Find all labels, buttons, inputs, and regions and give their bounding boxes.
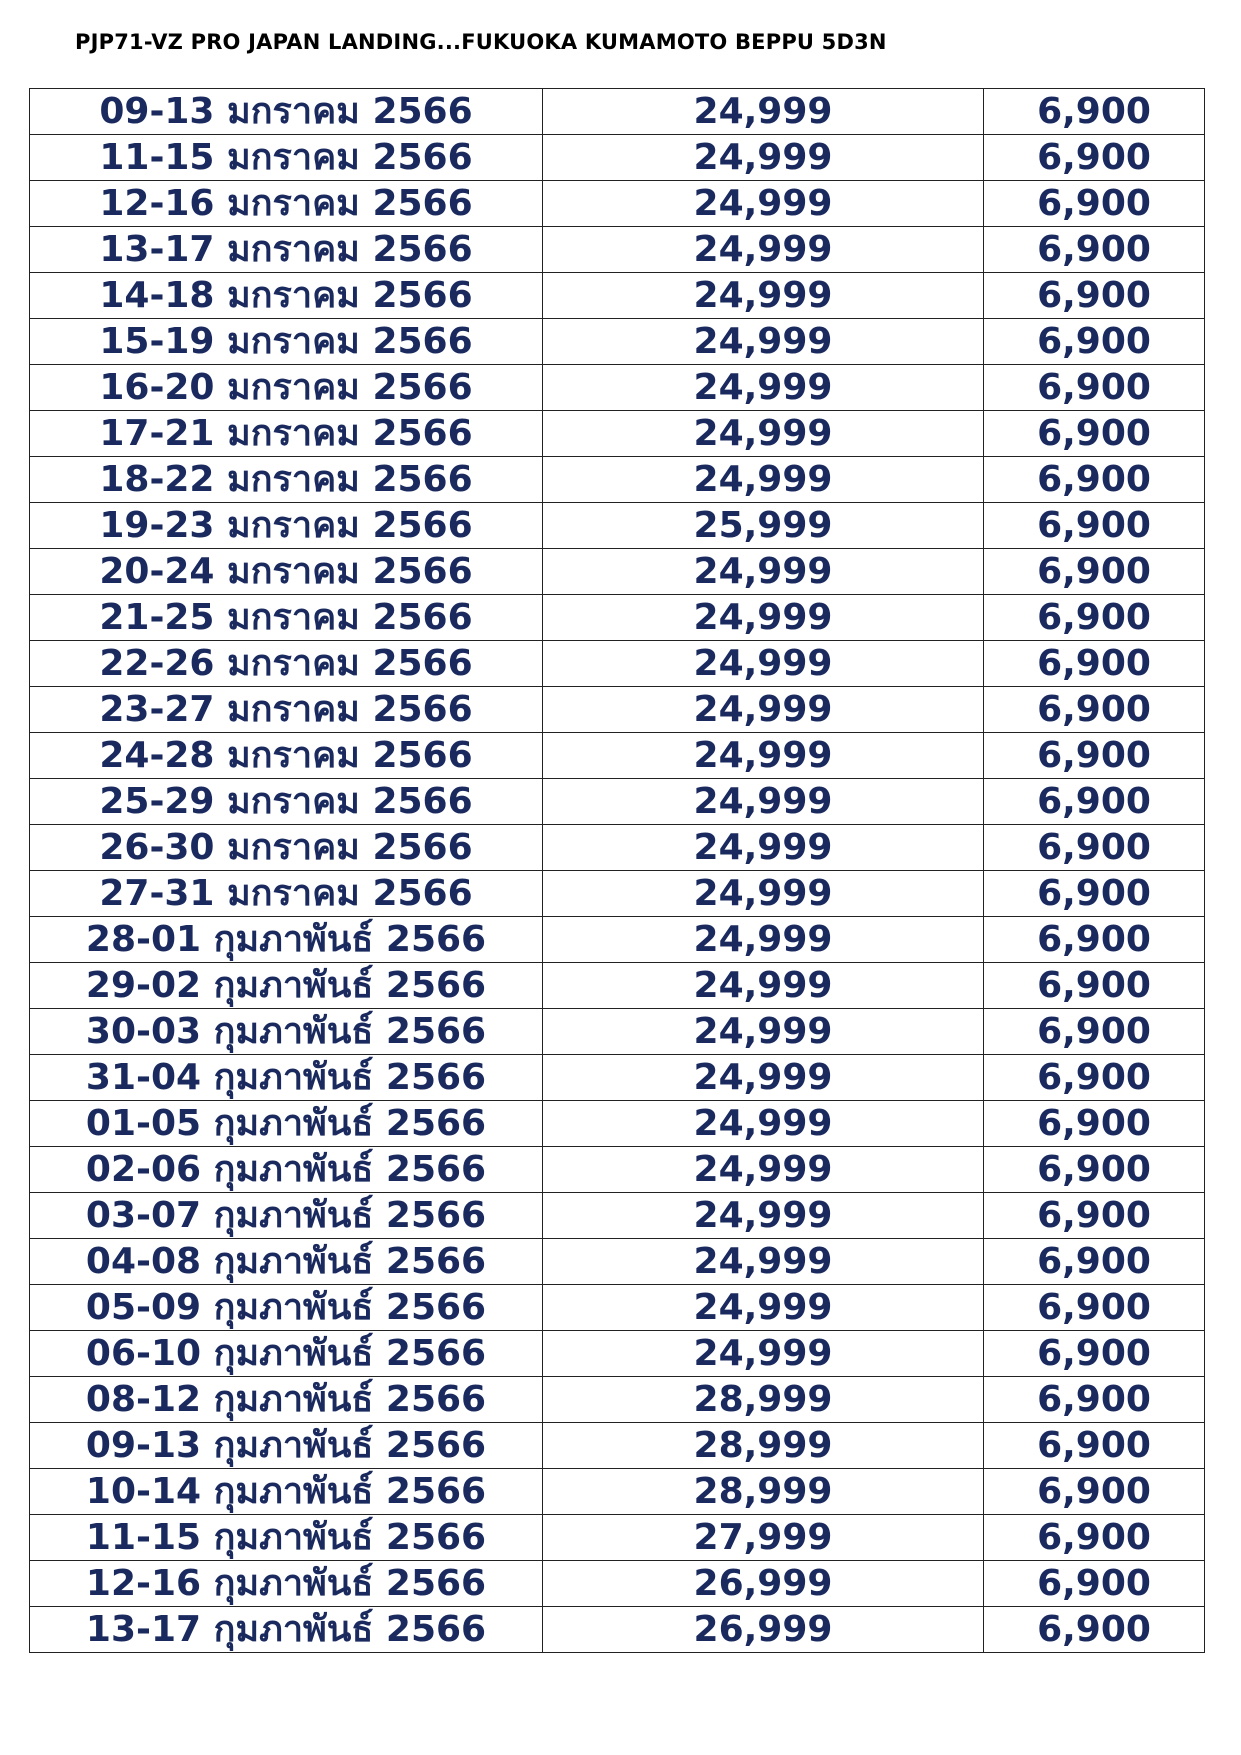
travel-date-cell: 11-15 มกราคม 2566	[30, 135, 543, 181]
travel-date-cell: 17-21 มกราคม 2566	[30, 411, 543, 457]
single-supplement-cell: 6,900	[984, 1377, 1205, 1423]
table-row	[30, 1607, 1205, 1653]
table-row	[30, 1377, 1205, 1423]
table-row	[30, 503, 1205, 549]
table-row	[30, 181, 1205, 227]
table-row	[30, 825, 1205, 871]
single-supplement-cell: 6,900	[984, 641, 1205, 687]
table-row	[30, 1561, 1205, 1607]
travel-date-cell: 08-12 กุมภาพันธ์ 2566	[30, 1377, 543, 1423]
price-cell: 24,999	[543, 1055, 984, 1101]
travel-date-cell: 12-16 มกราคม 2566	[30, 181, 543, 227]
single-supplement-cell: 6,900	[984, 273, 1205, 319]
table-row	[30, 1239, 1205, 1285]
single-supplement-cell: 6,900	[984, 1009, 1205, 1055]
table-row	[30, 1147, 1205, 1193]
price-cell: 24,999	[543, 319, 984, 365]
single-supplement-cell: 6,900	[984, 1331, 1205, 1377]
table-row	[30, 365, 1205, 411]
table-row	[30, 457, 1205, 503]
price-cell: 26,999	[543, 1607, 984, 1653]
travel-date-cell: 21-25 มกราคม 2566	[30, 595, 543, 641]
single-supplement-cell: 6,900	[984, 733, 1205, 779]
price-cell: 24,999	[543, 89, 984, 135]
table-row	[30, 1285, 1205, 1331]
table-row	[30, 963, 1205, 1009]
table-row	[30, 1193, 1205, 1239]
table-row	[30, 687, 1205, 733]
travel-date-cell: 12-16 กุมภาพันธ์ 2566	[30, 1561, 543, 1607]
table-row	[30, 779, 1205, 825]
price-cell: 24,999	[543, 227, 984, 273]
travel-date-cell: 01-05 กุมภาพันธ์ 2566	[30, 1101, 543, 1147]
travel-date-cell: 11-15 กุมภาพันธ์ 2566	[30, 1515, 543, 1561]
travel-date-cell: 06-10 กุมภาพันธ์ 2566	[30, 1331, 543, 1377]
single-supplement-cell: 6,900	[984, 917, 1205, 963]
price-cell: 25,999	[543, 503, 984, 549]
single-supplement-cell: 6,900	[984, 181, 1205, 227]
price-cell: 24,999	[543, 411, 984, 457]
single-supplement-cell: 6,900	[984, 1515, 1205, 1561]
single-supplement-cell: 6,900	[984, 1607, 1205, 1653]
single-supplement-cell: 6,900	[984, 825, 1205, 871]
travel-date-cell: 15-19 มกราคม 2566	[30, 319, 543, 365]
single-supplement-cell: 6,900	[984, 1193, 1205, 1239]
table-row	[30, 135, 1205, 181]
price-cell: 24,999	[543, 641, 984, 687]
travel-date-cell: 18-22 มกราคม 2566	[30, 457, 543, 503]
travel-date-cell: 13-17 กุมภาพันธ์ 2566	[30, 1607, 543, 1653]
travel-date-cell: 14-18 มกราคม 2566	[30, 273, 543, 319]
price-cell: 27,999	[543, 1515, 984, 1561]
travel-date-cell: 27-31 มกราคม 2566	[30, 871, 543, 917]
price-cell: 24,999	[543, 917, 984, 963]
price-cell: 24,999	[543, 825, 984, 871]
table-row	[30, 1331, 1205, 1377]
travel-date-cell: 22-26 มกราคม 2566	[30, 641, 543, 687]
table-row	[30, 227, 1205, 273]
price-cell: 24,999	[543, 273, 984, 319]
table-body	[30, 89, 1205, 1653]
price-cell: 28,999	[543, 1469, 984, 1515]
page-title: PJP71-VZ PRO JAPAN LANDING...FUKUOKA KUMAMOTO BEPPU 5D3N	[75, 30, 887, 54]
price-cell: 24,999	[543, 595, 984, 641]
price-cell: 24,999	[543, 963, 984, 1009]
table-row	[30, 273, 1205, 319]
table-row	[30, 1515, 1205, 1561]
price-cell: 28,999	[543, 1377, 984, 1423]
travel-date-cell: 19-23 มกราคม 2566	[30, 503, 543, 549]
single-supplement-cell: 6,900	[984, 595, 1205, 641]
travel-date-cell: 02-06 กุมภาพันธ์ 2566	[30, 1147, 543, 1193]
single-supplement-cell: 6,900	[984, 319, 1205, 365]
table-row	[30, 595, 1205, 641]
single-supplement-cell: 6,900	[984, 365, 1205, 411]
single-supplement-cell: 6,900	[984, 89, 1205, 135]
table-row	[30, 89, 1205, 135]
price-cell: 24,999	[543, 1101, 984, 1147]
single-supplement-cell: 6,900	[984, 457, 1205, 503]
single-supplement-cell: 6,900	[984, 1469, 1205, 1515]
price-cell: 24,999	[543, 779, 984, 825]
price-cell: 24,999	[543, 1331, 984, 1377]
travel-date-cell: 03-07 กุมภาพันธ์ 2566	[30, 1193, 543, 1239]
table-row	[30, 1055, 1205, 1101]
travel-date-cell: 26-30 มกราคม 2566	[30, 825, 543, 871]
price-cell: 24,999	[543, 1009, 984, 1055]
single-supplement-cell: 6,900	[984, 871, 1205, 917]
table-row	[30, 1009, 1205, 1055]
travel-date-cell: 05-09 กุมภาพันธ์ 2566	[30, 1285, 543, 1331]
table-row	[30, 411, 1205, 457]
single-supplement-cell: 6,900	[984, 135, 1205, 181]
single-supplement-cell: 6,900	[984, 503, 1205, 549]
price-cell: 24,999	[543, 181, 984, 227]
travel-date-cell: 10-14 กุมภาพันธ์ 2566	[30, 1469, 543, 1515]
price-cell: 26,999	[543, 1561, 984, 1607]
travel-date-cell: 20-24 มกราคม 2566	[30, 549, 543, 595]
single-supplement-cell: 6,900	[984, 687, 1205, 733]
single-supplement-cell: 6,900	[984, 1147, 1205, 1193]
single-supplement-cell: 6,900	[984, 963, 1205, 1009]
travel-date-cell: 23-27 มกราคม 2566	[30, 687, 543, 733]
price-cell: 28,999	[543, 1423, 984, 1469]
single-supplement-cell: 6,900	[984, 227, 1205, 273]
single-supplement-cell: 6,900	[984, 1101, 1205, 1147]
travel-date-cell: 30-03 กุมภาพันธ์ 2566	[30, 1009, 543, 1055]
price-cell: 24,999	[543, 871, 984, 917]
single-supplement-cell: 6,900	[984, 1423, 1205, 1469]
table-row	[30, 871, 1205, 917]
price-cell: 24,999	[543, 135, 984, 181]
price-cell: 24,999	[543, 687, 984, 733]
travel-date-cell: 09-13 กุมภาพันธ์ 2566	[30, 1423, 543, 1469]
single-supplement-cell: 6,900	[984, 1055, 1205, 1101]
single-supplement-cell: 6,900	[984, 1239, 1205, 1285]
single-supplement-cell: 6,900	[984, 1561, 1205, 1607]
travel-date-cell: 13-17 มกราคม 2566	[30, 227, 543, 273]
travel-date-cell: 16-20 มกราคม 2566	[30, 365, 543, 411]
travel-date-cell: 24-28 มกราคม 2566	[30, 733, 543, 779]
travel-date-cell: 09-13 มกราคม 2566	[30, 89, 543, 135]
single-supplement-cell: 6,900	[984, 1285, 1205, 1331]
single-supplement-cell: 6,900	[984, 779, 1205, 825]
single-supplement-cell: 6,900	[984, 549, 1205, 595]
single-supplement-cell: 6,900	[984, 411, 1205, 457]
price-cell: 24,999	[543, 1193, 984, 1239]
travel-date-cell: 29-02 กุมภาพันธ์ 2566	[30, 963, 543, 1009]
table-row	[30, 733, 1205, 779]
price-cell: 24,999	[543, 1239, 984, 1285]
table-row	[30, 641, 1205, 687]
table-row	[30, 319, 1205, 365]
price-cell: 24,999	[543, 1285, 984, 1331]
travel-date-cell: 25-29 มกราคม 2566	[30, 779, 543, 825]
price-cell: 24,999	[543, 365, 984, 411]
travel-date-cell: 28-01 กุมภาพันธ์ 2566	[30, 917, 543, 963]
price-cell: 24,999	[543, 733, 984, 779]
table-row	[30, 1469, 1205, 1515]
table-row	[30, 917, 1205, 963]
table-row	[30, 1101, 1205, 1147]
price-cell: 24,999	[543, 1147, 984, 1193]
table-row	[30, 549, 1205, 595]
price-table	[29, 88, 1205, 1653]
travel-date-cell: 04-08 กุมภาพันธ์ 2566	[30, 1239, 543, 1285]
price-cell: 24,999	[543, 549, 984, 595]
table-row	[30, 1423, 1205, 1469]
price-cell: 24,999	[543, 457, 984, 503]
travel-date-cell: 31-04 กุมภาพันธ์ 2566	[30, 1055, 543, 1101]
